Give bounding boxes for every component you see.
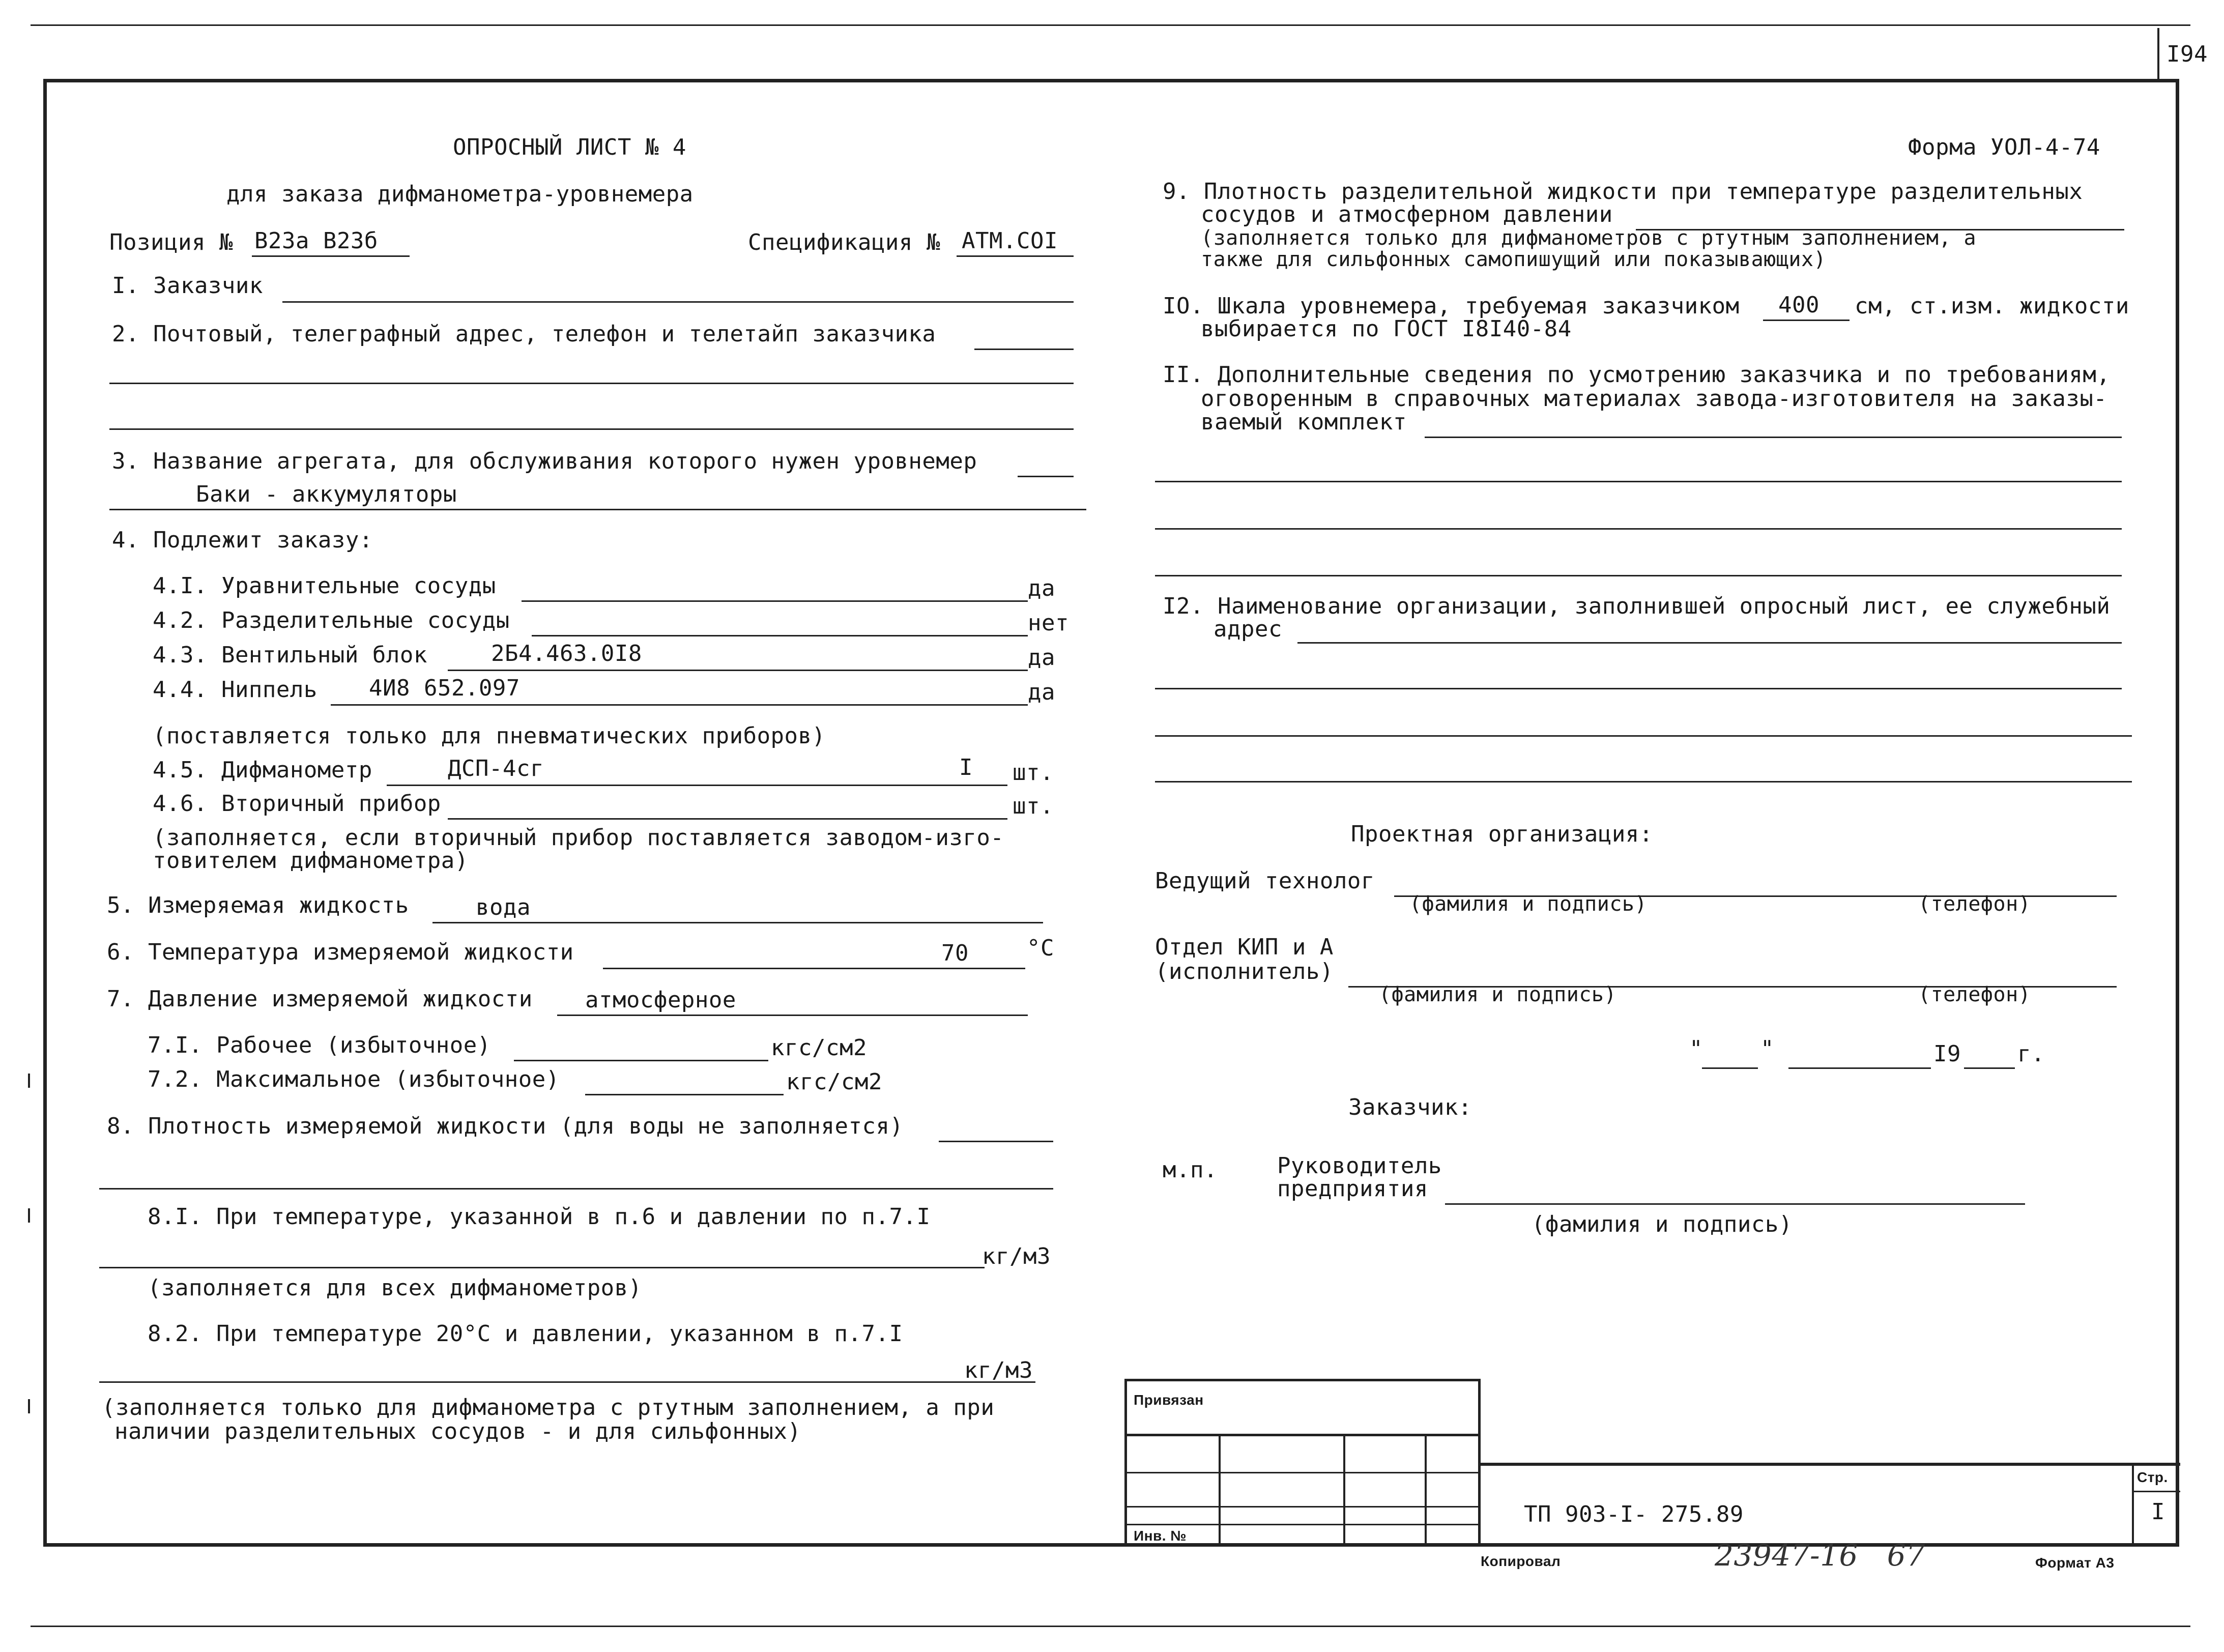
project-org-heading: Проектная организация: (1351, 821, 1653, 847)
lead-tech-phone-caption: (телефон) (1918, 892, 2031, 916)
position-value: В23а В23б (254, 228, 378, 254)
kip-sign-caption: (фамилия и подпись) (1379, 983, 1617, 1006)
item-6-value: 70 (941, 940, 969, 966)
date-quote-open: " (1689, 1036, 1703, 1062)
kip-executor-label: (исполнитель) (1155, 959, 1334, 984)
item-8-1: 8.I. При температуре, указанной в п.6 и давлении по п.7.I (148, 1204, 931, 1230)
item-4-note: (поставляется только для пневматических приборов) (153, 723, 826, 749)
head-label-1: Руководитель (1277, 1153, 1442, 1179)
item-4-2: 4.2. Разделительные сосуды (153, 607, 510, 633)
sheet-label: Стр. (2137, 1469, 2168, 1485)
item-1-customer: I. Заказчик (112, 273, 263, 299)
item-10-value: 400 (1778, 292, 1819, 318)
item-2-address: 2. Почтовый, телеграфный адрес, телефон и телетайп заказчика (112, 321, 936, 347)
item-4-3-answer: да (1028, 645, 1055, 671)
date-quote-close: " (1760, 1036, 1774, 1062)
seal-place-label: м.п. (1163, 1157, 1218, 1183)
item-4-5-value: ДСП-4сг (448, 756, 544, 781)
item-7-2: 7.2. Максимальное (избыточное) (148, 1066, 560, 1092)
date-year-prefix: I9 (1933, 1041, 1961, 1067)
item-6-unit: °C (1027, 935, 1054, 961)
format-label: Формат А3 (2035, 1555, 2115, 1571)
head-sign-caption: (фамилия и подпись) (1532, 1211, 1793, 1237)
form-subtitle: для заказа дифманометра-уровнемера (226, 181, 694, 207)
item-4-4: 4.4. Ниппель (153, 677, 317, 703)
item-4-6: 4.6. Вторичный прибор (153, 791, 441, 817)
item-7-pressure: 7. Давление измеряемой жидкости (107, 986, 533, 1012)
item-7-1: 7.I. Рабочее (избыточное) (148, 1032, 491, 1058)
kip-phone-caption: (телефон) (1918, 983, 2031, 1006)
form-title: ОПРОСНЫЙ ЛИСТ № 4 (453, 134, 686, 160)
item-11-line-1: II. Дополнительные сведения по усмотрению заказчика и по требованиям, (1163, 362, 2111, 388)
item-8-density: 8. Плотность измеряемой жидкости (для воды не заполняется) (107, 1113, 904, 1139)
item-8-2-unit: кг/м3 (964, 1357, 1033, 1383)
item-9-line-1: 9. Плотность разделительной жидкости при температуре разделительных (1163, 179, 2083, 205)
item-9-line-3: (заполняется только для дифманометров с ртутным заполнением, а (1201, 226, 1977, 250)
position-label: Позиция № (109, 229, 233, 255)
item-10-part-b: см, ст.изм. жидкости (1855, 293, 2129, 319)
spec-value: АТМ.СОI (962, 228, 1058, 254)
item-5-liquid: 5. Измеряемая жидкость (107, 892, 409, 918)
lead-technologist-label: Ведущий технолог (1155, 868, 1375, 894)
item-4-5-qty: I (959, 755, 973, 780)
item-10-line-2: выбирается по ГОСТ I8I40-84 (1201, 316, 1572, 342)
item-11-line-3: ваемый комплект (1201, 409, 1407, 435)
item-4-1-answer: да (1028, 575, 1055, 601)
document-code: ТП 903-I- 275.89 (1524, 1501, 1744, 1527)
kip-dept-label: Отдел КИП и А (1155, 934, 1334, 960)
page-number: I94 (2167, 41, 2208, 67)
form-code: Форма УОЛ-4-74 (1908, 134, 2100, 160)
item-3-unit: 3. Название агрегата, для обслуживания которого нужен уровнемер (112, 448, 977, 474)
date-year-suffix: г. (2017, 1041, 2045, 1067)
lead-tech-sign-caption: (фамилия и подпись) (1409, 892, 1648, 916)
binding-label: Привязан (1134, 1392, 1204, 1408)
item-12-line-2: адрес (1214, 616, 1282, 642)
item-3-value: Баки - аккумуляторы (196, 481, 457, 507)
item-8-1-unit: кг/м3 (982, 1243, 1051, 1269)
item-5-value: вода (476, 894, 531, 920)
spec-label: Спецификация № (748, 229, 940, 255)
item-6-temp: 6. Температура измеряемой жидкости (107, 939, 574, 965)
item-4-6-note-1: (заполняется, если вторичный прибор поставляется заводом-изго- (153, 825, 1004, 851)
item-4-1: 4.I. Уравнительные сосуды (153, 573, 496, 599)
handwritten-number: 23947-16 67 (1715, 1538, 1925, 1573)
item-4-6-note-2: товителем дифманометра) (153, 848, 469, 874)
item-4-5-unit: шт. (1013, 760, 1054, 786)
head-label-2: предприятия (1277, 1176, 1428, 1202)
item-7-value: атмосферное (585, 987, 736, 1013)
item-4-4-value: 4И8 652.097 (369, 675, 520, 701)
item-4-2-answer: нет (1028, 610, 1069, 636)
item-9-line-4: также для сильфонных самопишущий или показывающих) (1201, 248, 1827, 271)
item-8-2-note-1: (заполняется только для дифманометра с ртутным заполнением, а при (102, 1395, 995, 1421)
inventory-number-label: Инв. № (1134, 1528, 1187, 1544)
item-8-1-note: (заполняется для всех дифманометров) (148, 1275, 642, 1301)
copied-label: Копировал (1481, 1553, 1561, 1569)
customer-heading: Заказчик: (1348, 1094, 1472, 1120)
item-4-3: 4.3. Вентильный блок (153, 642, 427, 668)
sheet-number: I (2151, 1499, 2165, 1525)
item-11-line-2: оговоренным в справочных материалах завода-изготовителя на заказы- (1201, 386, 2107, 412)
item-7-2-unit: кгс/см2 (786, 1069, 882, 1095)
item-4-4-answer: да (1028, 679, 1055, 705)
item-8-2-note-2: наличии разделительных сосудов - и для сильфонных) (114, 1418, 801, 1444)
item-4-order: 4. Подлежит заказу: (112, 527, 373, 553)
item-7-1-unit: кгс/см2 (771, 1035, 867, 1061)
item-4-6-unit: шт. (1013, 793, 1054, 819)
item-8-2: 8.2. При температуре 20°C и давлении, указанном в п.7.I (148, 1321, 903, 1347)
item-4-3-value: 2Б4.463.0I8 (491, 641, 642, 666)
item-9-line-2: сосудов и атмосферном давлении (1201, 201, 1613, 227)
item-4-5: 4.5. Дифманометр (153, 757, 372, 783)
item-10-part-a: IO. Шкала уровнемера, требуемая заказчиком (1163, 293, 1740, 319)
item-12-line-1: I2. Наименование организации, заполнившей опросный лист, ее служебный (1163, 593, 2111, 619)
